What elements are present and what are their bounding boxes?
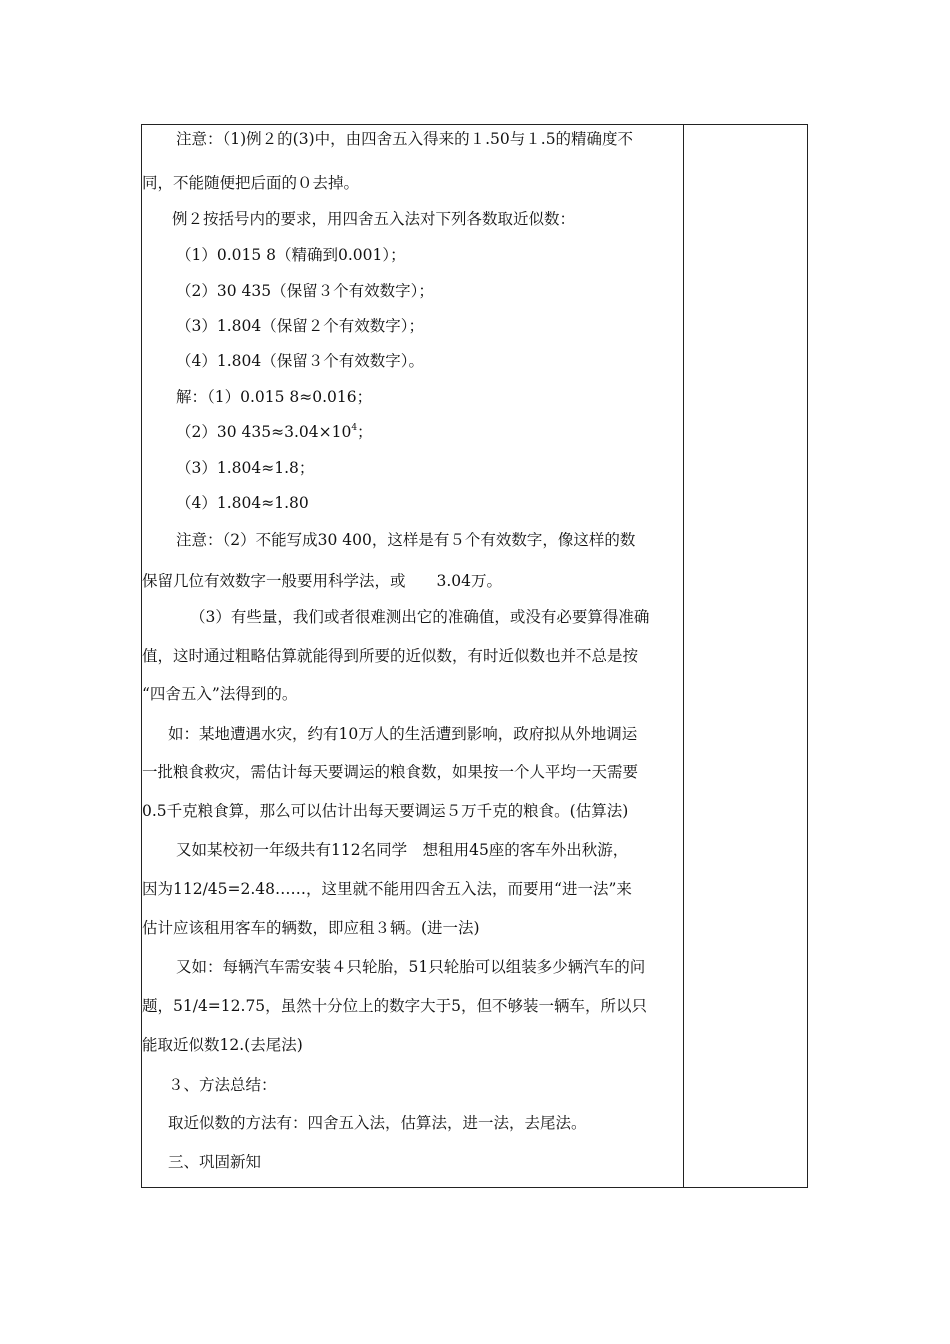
text-line: （1）0.015 8（精确到0.001）； bbox=[176, 246, 406, 264]
text-line: 又如：每辆汽车需安装４只轮胎，51只轮胎可以组装多少辆汽车的问 bbox=[176, 958, 646, 976]
text-line: 一批粮食救灾，需估计每天要调运的粮食数，如果按一个人平均一天需要 bbox=[142, 763, 639, 781]
text-line: 题，51/4=12.75，虽然十分位上的数字大于5，但不够装一辆车，所以只 bbox=[142, 997, 648, 1015]
text-line: （4）1.804≈1.80 bbox=[176, 494, 309, 512]
lesson-content-cell bbox=[142, 125, 682, 1187]
text-line-with-power bbox=[142, 422, 373, 442]
section-heading: 三、巩固新知 bbox=[168, 1153, 262, 1171]
text-line: 注意：（2）不能写成30 400，这样是有５个有效数字，像这样的数 bbox=[176, 531, 636, 549]
text-line: （3）有些量，我们或者很难测出它的准确值，或没有必要算得准确 bbox=[190, 608, 650, 626]
text-line: 注意：（1)例２的(3)中，由四舍五入得来的１.50与１.5的精确度不 bbox=[176, 130, 634, 148]
text-line: （2）30 435（保留３个有效数字）； bbox=[176, 282, 434, 300]
text-line: 值，这时通过粗略估算就能得到所要的近似数，有时近似数也并不总是按 bbox=[142, 647, 639, 665]
text-line: “四舍五入”法得到的。 bbox=[142, 685, 298, 703]
text-line: （3）1.804≈1.8； bbox=[176, 459, 315, 477]
text-line: 解：（1）0.015 8≈0.016； bbox=[176, 388, 373, 406]
text-line: （4）1.804（保留３个有效数字）。 bbox=[176, 352, 424, 370]
text-line: （3）1.804（保留２个有效数字）； bbox=[176, 317, 424, 335]
text-line: 又如某校初一年级共有112名同学 想租用45座的客车外出秋游， bbox=[176, 841, 629, 859]
superscript-exponent: 4 bbox=[351, 423, 358, 433]
section-heading: ３、方法总结： bbox=[168, 1076, 277, 1094]
text-line: （2）30 435≈3.04×10 bbox=[176, 423, 352, 441]
text-line: 能取近似数12.(去尾法) bbox=[142, 1036, 303, 1054]
table-column-divider bbox=[683, 124, 684, 1188]
text-line: 取近似数的方法有：四舍五入法，估算法，进一法，去尾法。 bbox=[168, 1114, 587, 1132]
text-line: 保留几位有效数字一般要用科学法，或 3.04万。 bbox=[142, 572, 503, 590]
text-line: 同，不能随便把后面的０去掉。 bbox=[142, 174, 360, 192]
text-line: 例２按括号内的要求，用四舍五入法对下列各数取近似数： bbox=[172, 210, 576, 228]
text-line: 0.5千克粮食算，那么可以估计出每天要调运５万千克的粮食。(估算法) bbox=[142, 802, 629, 820]
text-punctuation: ； bbox=[357, 423, 373, 441]
text-line: 如：某地遭遇水灾，约有10万人的生活遭到影响，政府拟从外地调运 bbox=[168, 725, 638, 743]
text-line: 因为112/45=2.48……，这里就不能用四舍五入法，而要用“进一法”来 bbox=[142, 880, 632, 898]
text-line: 估计应该租用客车的辆数，即应租３辆。(进一法) bbox=[142, 919, 480, 937]
